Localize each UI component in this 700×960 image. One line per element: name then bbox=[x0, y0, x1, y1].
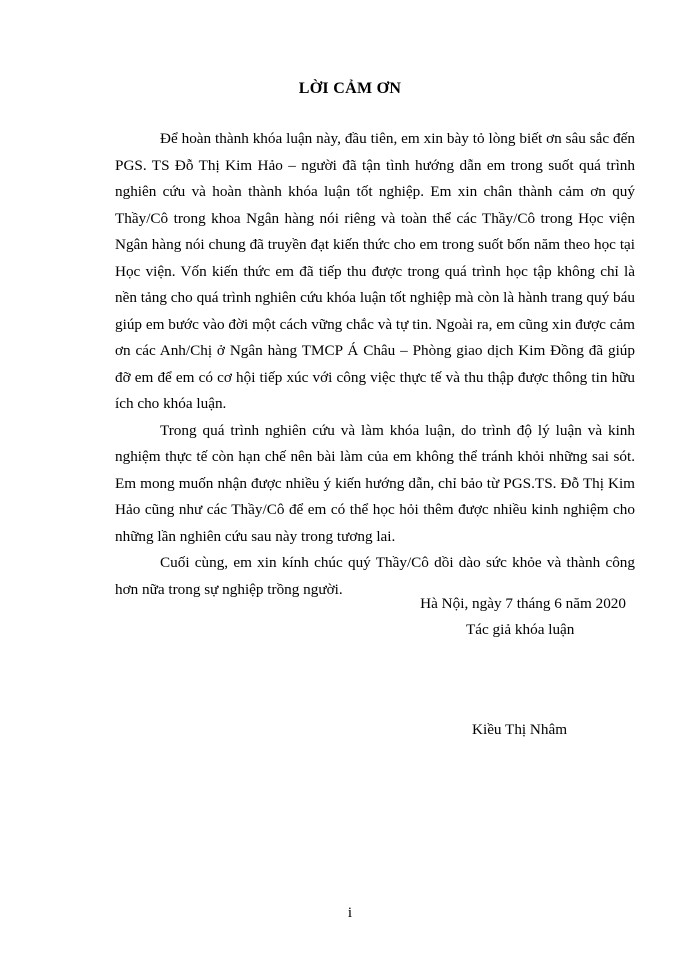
paragraph-3: Cuối cùng, em xin kính chúc quý Thầy/Cô dồi dào sức khỏe và thành công hơn nữa trong sự nghiệp trồng người. bbox=[115, 554, 635, 598]
page-title: LỜI CẢM ƠN bbox=[298, 80, 402, 97]
signature-date: Hà Nội, ngày 7 tháng 6 năm 2020 bbox=[420, 595, 626, 612]
signature-role: Tác giả khóa luận bbox=[466, 621, 575, 638]
paragraph-2: Trong quá trình nghiên cứu và làm khóa luận, do trình độ lý luận và kinh nghiệm thực tế còn hạn chế nên bài làm của em không thể tránh khỏi những sai sót. Em mong muốn nhận được nhiều ý kiến hướng dẫn, chỉ bảo từ PGS.TS. Đỗ Thị Kim Hảo cũng như các Thầy/Cô để em có thể học hỏi thêm được nhiều kinh nghiệm cho những lần nghiên cứu sau này trong tương lai. bbox=[115, 421, 635, 545]
signature-name: Kiều Thị Nhâm bbox=[472, 721, 568, 738]
acknowledgement-body bbox=[115, 126, 635, 603]
page-number: i bbox=[347, 905, 353, 921]
paragraph-1: Để hoàn thành khóa luận này, đầu tiên, em xin bày tỏ lòng biết ơn sâu sắc đến PGS. TS Đỗ Thị Kim Hảo – người đã tận tình hướng dẫn em trong suốt quá trình nghiên cứu và hoàn thành khóa luận tốt nghiệp. Em xin chân thành cảm ơn quý Thầy/Cô trong khoa Ngân hàng nói riêng và toàn thể các Thầy/Cô trong Học viện Ngân hàng nói chung đã truyền đạt kiến thức cho em trong suốt bốn năm theo học tại Học viện. Vốn kiến thức em đã tiếp thu được trong quá trình học tập không chỉ là nền tảng cho quá trình nghiên cứu khóa luận tốt nghiệp mà còn là hành trang quý báu giúp em bước vào đời một cách vững chắc và tự tin. Ngoài ra, em cũng xin được cảm ơn các Anh/Chị ở Ngân hàng TMCP Á Châu – Phòng giao dịch Kim Đồng đã giúp đỡ em để em có cơ hội tiếp xúc với công việc thực tế và thu thập được thông tin hữu ích cho khóa luận. bbox=[115, 130, 635, 412]
